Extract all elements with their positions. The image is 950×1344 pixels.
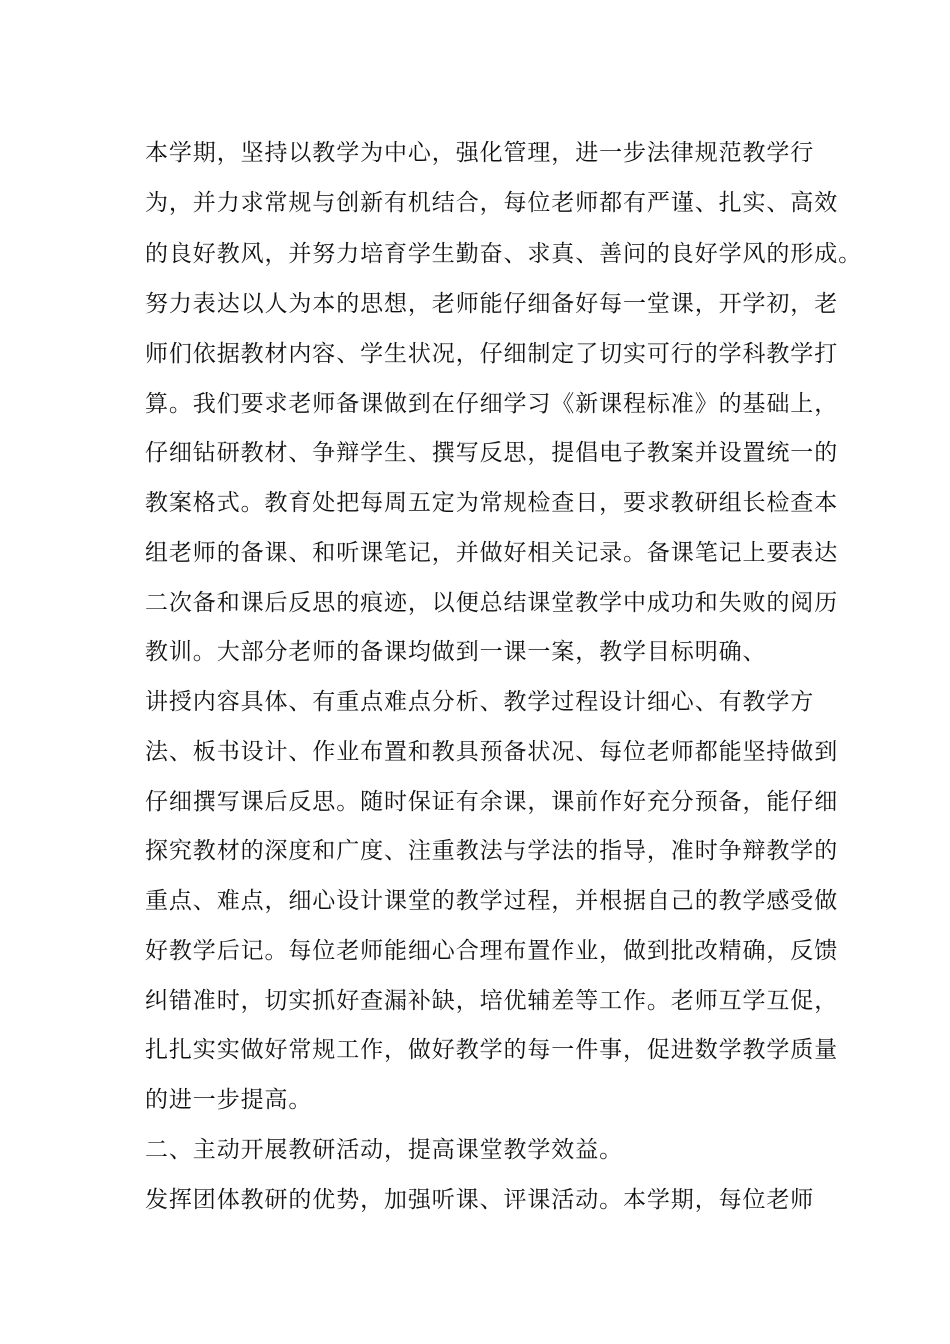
section-heading: 二、主动开展教研活动，提高课堂教学效益。: [145, 1137, 623, 1163]
text-line: 算。我们要求老师备课做到在仔细学习《新课程标准》的基础上，: [145, 391, 839, 417]
text-line: 纠错准时，切实抓好查漏补缺，培优辅差等工作。老师互学互促，: [145, 988, 839, 1014]
text-line: 扎扎实实做好常规工作，做好教学的每一件事，促进数学教学质量: [145, 1037, 839, 1063]
text-line: 仔细撰写课后反思。随时保证有余课，课前作好充分预备，能仔细: [145, 789, 839, 815]
text-line: 仔细钻研教材、争辩学生、撰写反思，提倡电子教案并设置统一的: [145, 440, 839, 466]
text-line: 讲授内容具体、有重点难点分析、教学过程设计细心、有教学方: [145, 689, 815, 715]
text-line: 的良好教风，并努力培育学生勤奋、求真、善问的良好学风的形成。: [145, 241, 862, 267]
text-line: 重点、难点，细心设计课堂的教学过程，并根据自己的教学感受做: [145, 888, 839, 914]
text-line: 教训。大部分老师的备课均做到一课一案，教学目标明确、: [145, 639, 767, 665]
text-line: 教案格式。教育处把每周五定为常规检查日，要求教研组长检查本: [145, 490, 839, 516]
text-line: 二次备和课后反思的痕迹，以便总结课堂教学中成功和失败的阅历: [145, 590, 839, 616]
text-line: 好教学后记。每位老师能细心合理布置作业，做到批改精确，反馈: [145, 938, 839, 964]
text-line: 努力表达以人为本的思想，老师能仔细备好每一堂课，开学初，老: [145, 291, 839, 317]
text-line: 为，并力求常规与创新有机结合，每位老师都有严谨、扎实、高效: [145, 190, 839, 216]
text-line: 发挥团体教研的优势，加强听课、评课活动。本学期，每位老师: [145, 1187, 815, 1213]
text-line: 组老师的备课、和听课笔记，并做好相关记录。备课笔记上要表达: [145, 540, 839, 566]
text-line: 法、板书设计、作业布置和教具预备状况、每位老师都能坚持做到: [145, 739, 839, 765]
text-line: 的进一步提高。: [145, 1087, 313, 1113]
text-line: 本学期，坚持以教学为中心，强化管理，进一步法律规范教学行: [145, 140, 815, 166]
text-line: 师们依据教材内容、学生状况，仔细制定了切实可行的学科教学打: [145, 341, 839, 367]
text-line: 探究教材的深度和广度、注重教法与学法的指导，准时争辩教学的: [145, 838, 839, 864]
